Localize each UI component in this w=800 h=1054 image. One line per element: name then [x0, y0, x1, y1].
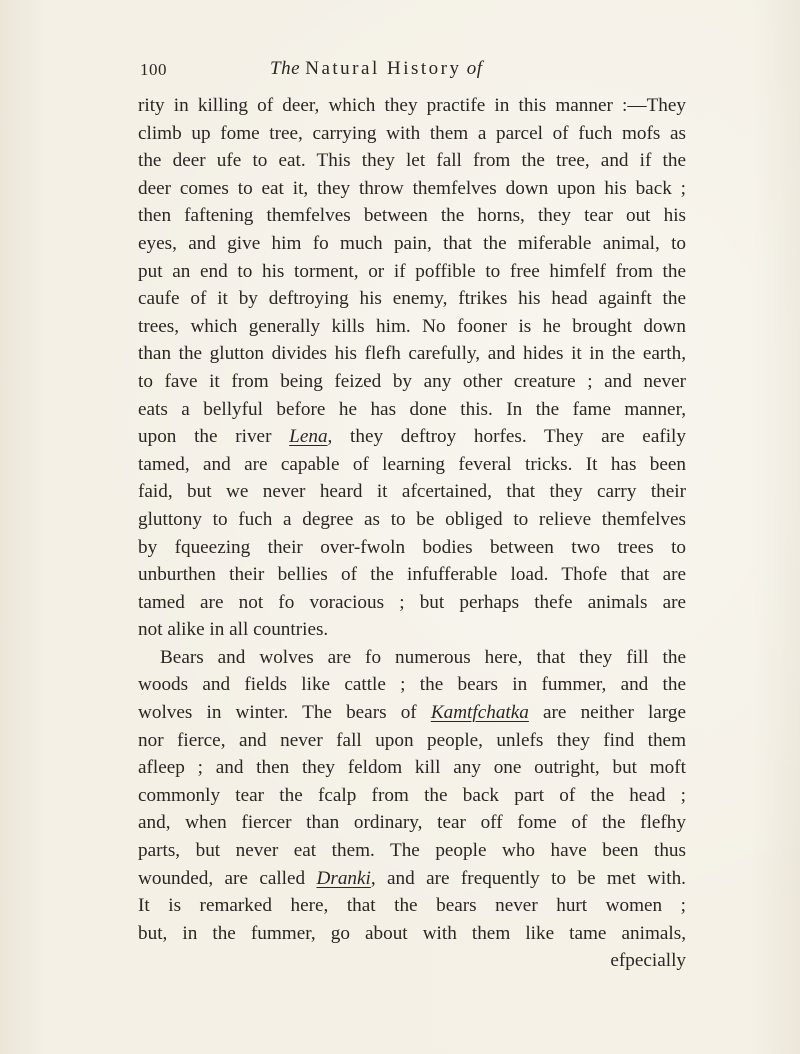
running-title — [270, 58, 483, 80]
italic-term: Dranki — [316, 867, 371, 889]
text-fragment: upon the river — [138, 426, 290, 448]
text-fragment: , they deftroy horfes. They are eafily — [327, 426, 686, 448]
text-line: unburthen their bellies of the infufferable load. Thofe that are — [138, 564, 686, 586]
text-line: gluttony to fuch a degree as to be obliged to relieve themfelves — [138, 508, 686, 530]
text-line: tamed, and are capable of learning feveral tricks. It has been — [138, 453, 686, 475]
text-line: caufe of it by deftroying his enemy, ftrikes his head againft the — [138, 288, 686, 310]
page-number: 100 — [140, 60, 167, 79]
text-line: commonly tear the fcalp from the back part of the head ; — [138, 784, 686, 806]
text-line: then faftening themfelves between the horns, they tear out his — [138, 205, 686, 227]
text-line: than the glutton divides his flefh carefully, and hides it in the earth, — [138, 343, 686, 365]
text-line: parts, but never eat them. The people who have been thus — [138, 840, 686, 862]
text-line: to fave it from being feized by any other creature ; and never — [138, 370, 686, 392]
text-line: and, when fiercer than ordinary, tear off fome of the flefhy — [138, 812, 686, 834]
text-line: put an end to his torment, or if poffible to free himfelf from the — [138, 260, 686, 282]
text-line: trees, which generally kills him. No fooner is he brought down — [138, 315, 686, 337]
text-line: faid, but we never heard it afcertained, that they carry their — [138, 481, 686, 503]
text-line-dranki — [138, 865, 686, 893]
italic-place-name: Lena — [289, 426, 328, 448]
text-line: eyes, and give him fo much pain, that the miferable animal, to — [138, 232, 686, 254]
text-line-kamtfchatka — [138, 699, 686, 727]
text-line: rity in killing of deer, which they practife in this manner :—They — [138, 95, 686, 116]
text-line: nor fierce, and never fall upon people, unlefs they find them — [138, 729, 686, 751]
text-fragment: are neither large — [528, 702, 686, 724]
text-fragment: , and are frequently to be met with. — [370, 867, 686, 889]
text-fragment: wolves in winter. The bears of — [138, 702, 431, 724]
text-line: eats a bellyful before he has done this. In the fame manner, — [138, 398, 686, 420]
paragraph-end-line: not alike in all countries. — [138, 619, 329, 641]
text-line: afleep ; and then they feldom kill any one outright, but moft — [138, 757, 686, 779]
italic-place-name: Kamtfchatka — [430, 702, 529, 724]
text-line: tamed are not fo voracious ; but perhaps thefe animals are — [138, 591, 686, 613]
running-header — [140, 58, 680, 86]
running-title-the: The — [270, 58, 300, 79]
text-line: It is remarked here, that the bears never hurt women ; — [138, 895, 686, 917]
text-fragment: wounded, are called — [138, 867, 317, 889]
paragraph-start-line: Bears and wolves are fo numerous here, that they fill the — [160, 646, 686, 668]
text-line: climb up fome tree, carrying with them a parcel of fuch mofs as — [138, 122, 686, 144]
text-line: deer comes to eat it, they throw themfelves down upon his back ; — [138, 177, 686, 199]
text-line-lena — [138, 423, 686, 451]
text-line: but, in the fummer, go about with them like tame animals, — [138, 922, 686, 944]
running-title-of: of — [466, 58, 483, 79]
text-line: the deer ufe to eat. This they let fall from the tree, and if the — [138, 150, 686, 172]
body-text — [138, 92, 686, 975]
running-title-main: Natural History — [305, 58, 462, 79]
text-line: woods and fields like cattle ; the bears in fummer, and the — [138, 674, 686, 696]
catchword: efpecially — [610, 950, 686, 972]
text-line: by fqueezing their over-fwoln bodies between two trees to — [138, 536, 686, 558]
